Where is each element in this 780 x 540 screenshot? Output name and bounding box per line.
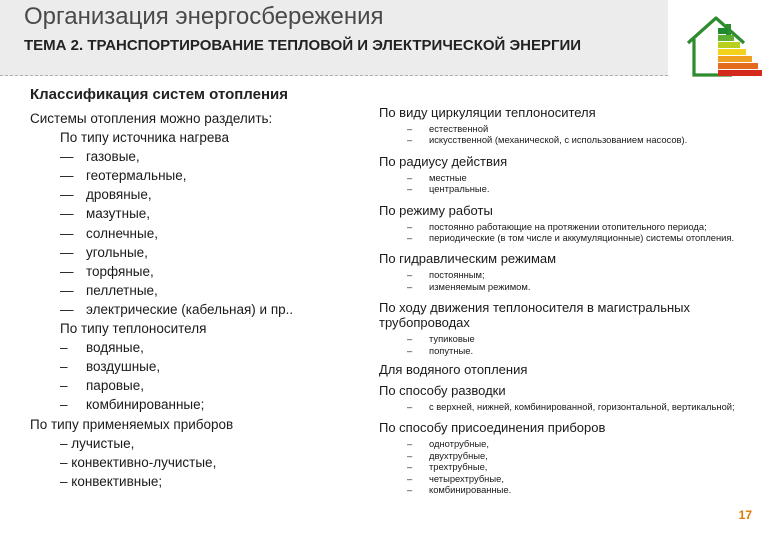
- dash-marker: –: [407, 484, 413, 496]
- dash-marker: –: [407, 280, 413, 292]
- topic-subtitle: ТЕМА 2. ТРАНСПОРТИРОВАНИЕ ТЕПЛОВОЙ И ЭЛЕКТРИЧЕСКОЙ ЭНЕРГИИ: [24, 37, 582, 54]
- list-item-label: водяные,: [86, 340, 144, 356]
- energy-efficiency-house-icon: [684, 12, 762, 78]
- group-label: По типу применяемых приборов: [30, 416, 234, 432]
- dash-marker: –: [407, 333, 413, 345]
- list-item: [30, 395, 360, 414]
- dash-marker: –: [407, 401, 413, 413]
- dash-marker: –: [60, 378, 68, 394]
- list-item-label: мазутные,: [86, 206, 151, 222]
- list-item-label: дровяные,: [86, 187, 152, 203]
- sub-item: [379, 232, 759, 243]
- group-label: По типу теплоносителя: [60, 321, 207, 337]
- list-item: – конвективные;: [60, 473, 163, 489]
- sub-item: [379, 461, 759, 472]
- sub-item-label: однотрубные,: [429, 438, 489, 450]
- page-number: 17: [738, 508, 752, 522]
- sub-item-label: с верхней, нижней, комбинированной, горизонтальной, вертикальной;: [429, 401, 735, 413]
- dash-marker: —: [60, 282, 74, 298]
- classification-heading: По ходу движения теплоносителя в магистральных трубопроводах: [379, 300, 690, 331]
- sub-item: [379, 438, 759, 449]
- dash-marker: —: [60, 225, 74, 241]
- classification-heading: Для водяного отопления: [379, 362, 528, 378]
- dash-marker: –: [407, 232, 413, 244]
- classification-heading: По виду циркуляции теплоносителя: [379, 105, 596, 120]
- classification-heading: По способу разводки: [379, 383, 506, 399]
- sub-item-label: постоянно работающие на протяжении отопительного периода;: [429, 220, 707, 232]
- sub-item-label: изменяемым режимом.: [429, 280, 531, 292]
- sub-item-label: центральные.: [429, 183, 490, 195]
- list-item: [30, 300, 360, 319]
- sub-item: [379, 401, 759, 412]
- dash-marker: —: [60, 206, 74, 222]
- list-item: [30, 376, 360, 395]
- classification-heading: По способу присоединения приборов: [379, 420, 606, 436]
- sub-item: [379, 123, 759, 134]
- dash-marker: –: [407, 220, 413, 232]
- list-item: [30, 204, 360, 223]
- dash-marker: –: [407, 171, 413, 183]
- sub-item: [379, 134, 759, 145]
- slide-title: Организация энергосбережения: [24, 3, 384, 30]
- sub-item: [379, 172, 759, 183]
- group-label: По типу источника нагрева: [60, 130, 229, 146]
- dash-marker: –: [407, 269, 413, 281]
- classification-heading: По гидравлическим режимам: [379, 251, 557, 267]
- sub-item: [379, 333, 759, 344]
- dash-marker: –: [407, 438, 413, 450]
- list-item: [30, 166, 360, 185]
- list-item-label: геотермальные,: [86, 168, 187, 184]
- list-item-label: торфяные,: [86, 263, 154, 279]
- sub-item-label: двухтрубные,: [429, 449, 488, 461]
- sub-item-label: попутные.: [429, 344, 474, 356]
- list-item-label: солнечные,: [86, 225, 158, 241]
- sub-item-label: комбинированные.: [429, 484, 512, 496]
- dash-marker: –: [407, 449, 413, 461]
- sub-item-label: естественной: [429, 123, 489, 134]
- sub-item: [379, 221, 759, 232]
- sub-item: [379, 484, 759, 495]
- sub-item-label: местные: [429, 171, 467, 183]
- dash-marker: –: [407, 183, 413, 195]
- sub-item: [379, 345, 759, 356]
- list-item: [30, 243, 360, 262]
- dash-marker: –: [60, 340, 68, 356]
- list-item: [30, 185, 360, 204]
- left-column: [30, 109, 360, 491]
- sub-item-label: четырехтрубные,: [429, 472, 504, 484]
- left-intro: Системы отопления можно разделить:: [30, 111, 273, 126]
- list-item-label: воздушные,: [86, 359, 161, 375]
- sub-item: [379, 281, 759, 292]
- dash-marker: –: [60, 359, 68, 375]
- list-item-label: комбинированные;: [86, 397, 205, 413]
- list-item: [30, 281, 360, 300]
- dash-marker: –: [407, 134, 413, 146]
- list-item-label: угольные,: [86, 244, 148, 260]
- list-item: [30, 262, 360, 281]
- dash-marker: —: [60, 149, 74, 165]
- dash-marker: —: [60, 187, 74, 203]
- list-item-label: паровые,: [86, 378, 144, 394]
- dash-marker: –: [407, 123, 413, 134]
- sub-item-label: постоянным;: [429, 269, 485, 281]
- right-column: [379, 105, 759, 496]
- dash-marker: —: [60, 168, 74, 184]
- list-item-label: пеллетные,: [86, 282, 158, 298]
- classification-heading: По радиусу действия: [379, 153, 508, 169]
- list-item: [30, 224, 360, 243]
- sub-item-label: искусственной (механической, с использованием насосов).: [429, 134, 688, 146]
- dash-marker: —: [60, 301, 74, 317]
- list-item: [30, 147, 360, 166]
- sub-item-label: трехтрубные,: [429, 461, 488, 473]
- list-item: – лучистые,: [60, 435, 135, 451]
- list-item: [30, 357, 360, 376]
- section-title: Классификация систем отопления: [30, 86, 289, 103]
- sub-item-label: тупиковые: [429, 333, 475, 345]
- sub-item: [379, 450, 759, 461]
- list-item-label: электрические (кабельная) и пр..: [86, 301, 294, 317]
- sub-item: [379, 183, 759, 194]
- list-item-label: газовые,: [86, 149, 140, 165]
- sub-item: [379, 473, 759, 484]
- list-item: [30, 338, 360, 357]
- dash-marker: –: [407, 344, 413, 356]
- dash-marker: —: [60, 244, 74, 260]
- dash-marker: –: [407, 461, 413, 473]
- sub-item-label: периодические (в том числе и аккумуляционные) системы отопления.: [429, 232, 735, 244]
- header-divider: [0, 75, 668, 76]
- list-item: – конвективно-лучистые,: [60, 454, 217, 470]
- sub-item: [379, 269, 759, 280]
- dash-marker: –: [407, 472, 413, 484]
- dash-marker: —: [60, 263, 74, 279]
- classification-heading: По режиму работы: [379, 202, 493, 218]
- dash-marker: –: [60, 397, 68, 413]
